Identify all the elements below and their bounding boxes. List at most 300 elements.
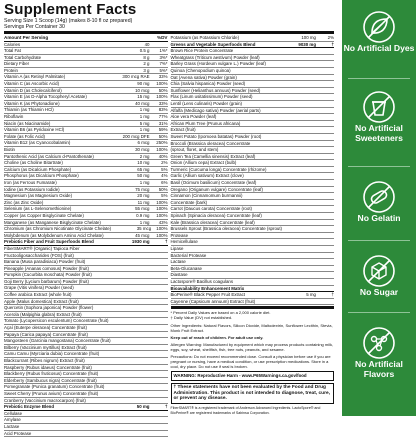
ingredient-dv: 100% <box>156 232 168 238</box>
ingredient-row <box>171 147 335 154</box>
footnote-not-established: † Daily Value (DV) not established. <box>170 315 233 321</box>
ingredient-name: Iron (as Ferrous Fumarate) <box>4 179 57 185</box>
ingredient-row <box>4 345 168 352</box>
ingredient-name: Vitamin K (as Phytonadione) <box>4 100 60 106</box>
ingredient-dv: 1%* <box>159 48 168 54</box>
precautions: Precautions: Do not exceed recommended dose. Consult a physician before use if you are pregnant or nursing, have a medical condition, or use prescription medications. Store in a cool, dry place. Do not use if seal is broken. <box>170 354 331 370</box>
nutrient-rows <box>4 42 168 240</box>
ingredient-name: Broccoli (Brassica oleracea) Concentrate <box>170 140 251 146</box>
ingredient-name: Iodine (as Potassium Iodide) <box>4 186 60 192</box>
claim-divider <box>348 78 410 79</box>
ingredient-amount: 1 mg <box>139 127 150 133</box>
ingredient-name: Diastase <box>170 272 188 278</box>
ingredient-dv: 100% <box>156 199 168 205</box>
ingredient-name: Sunflower (Helianthus annuus) Powder (seed) <box>170 87 261 93</box>
prop65-warning: WARNING: Reproductive Harm - www.P65Warnings.ca.gov/food <box>171 371 335 380</box>
ingredient-row <box>171 108 335 115</box>
ingredient-name: Spinach (Spinacia oleracea) Concentrate (leaf) <box>170 213 262 219</box>
ingredient-amount: 10 mg <box>137 160 150 166</box>
ingredient-name: Quercetin (Sophora japonica) Powder (flower) <box>4 305 94 311</box>
potassium-amount: 100 mg <box>301 35 316 40</box>
ingredient-amount: 8 g <box>143 54 150 60</box>
ingredient-name: Acid Protease <box>4 430 32 436</box>
ingredient-name: Thiamin (as Thiamin HCl) <box>4 107 54 113</box>
header-dv: %DV <box>157 35 168 40</box>
ingredient-row <box>171 121 335 128</box>
claim-text: No Sugar <box>359 287 399 297</box>
ingredient-row <box>4 398 168 405</box>
potassium-row <box>171 35 335 42</box>
ingredient-row <box>4 424 168 431</box>
ingredient-name: Lactase <box>170 259 186 265</box>
prebiotic-blend-amount: 1930 mg <box>131 239 150 245</box>
ingredient-name: Fructooligosaccharides (FOS) (fruit) <box>4 252 74 258</box>
ingredient-name: Beta-Glucanase <box>170 265 202 271</box>
claim-no-artificial-sweeteners <box>342 90 416 143</box>
ingredient-name: Brown Rice Protein Concentrate <box>170 48 234 54</box>
ingredient-name: Coffee arabica Extract (whole fruit) <box>4 292 72 298</box>
ingredient-row <box>171 101 335 108</box>
footnote-dv: * Percent Daily Values are based on a 2,000 calorie diet. <box>170 310 271 316</box>
ingredient-row <box>171 88 335 95</box>
ingredient-dv: 250% <box>156 140 168 146</box>
enzyme-blend-amount: 50 mg <box>136 404 150 410</box>
ingredient-row <box>4 351 168 358</box>
ingredient-amount: 6 mcg <box>137 140 150 146</box>
ingredient-row <box>4 226 168 233</box>
ingredient-name: Concentrate (bark) <box>170 199 208 205</box>
ingredient-name: Extract (fruit) <box>170 127 196 133</box>
ingredient-row <box>171 193 335 200</box>
ingredient-dv: 5% <box>161 166 168 172</box>
ingredient-row <box>171 253 335 260</box>
prebiotic-blend-row <box>4 239 168 246</box>
ingredient-name: Elderberry (Sambucus nigra) Concentrate (fruit) <box>4 377 97 383</box>
ingredient-row <box>4 74 168 81</box>
ingredient-name: Calcium (as Dicalcium Phosphate) <box>4 166 72 172</box>
ingredient-name: Wheatgrass (Triticum aestivum) Powder (leaf) <box>170 54 260 60</box>
ingredient-dv: 100% <box>156 212 168 218</box>
ingredient-amount: 15 mg <box>137 94 150 100</box>
ingredient-row <box>171 259 335 266</box>
ingredient-row <box>4 107 168 114</box>
ingredient-row <box>4 378 168 385</box>
ingredient-name: Lactase <box>4 423 20 429</box>
ingredient-row <box>4 358 168 365</box>
ingredient-amount: 55 mcg <box>135 206 150 212</box>
ingredient-name: Pumpkin (Cucurbita moschata) Powder (fruit) <box>4 272 92 278</box>
potassium-name: Potassium (as Potassium Chloride) <box>170 35 240 40</box>
ingredient-row <box>4 187 168 194</box>
ingredient-name: Aloe vera Powder (leaf) <box>170 114 217 120</box>
ingredient-row <box>4 266 168 273</box>
ingredient-row <box>4 42 168 49</box>
greens-items <box>171 48 335 233</box>
ingredient-row <box>171 81 335 88</box>
supplement-facts-label <box>4 1 334 436</box>
ingredient-row <box>4 48 168 55</box>
ingredient-row <box>4 391 168 398</box>
ingredient-dv: 5% <box>161 193 168 199</box>
ingredient-row <box>171 75 335 82</box>
ingredient-row <box>4 206 168 213</box>
ingredient-amount: 5 mg <box>306 292 316 298</box>
ingredient-name: Vitamin B6 (as Pyridoxine HCl) <box>4 127 65 133</box>
ingredient-row <box>4 365 168 372</box>
ingredient-amount: 200 mcg DFE <box>122 133 150 139</box>
ingredient-row <box>171 68 335 75</box>
ingredient-row <box>171 206 335 213</box>
ingredient-name: Raspberry (Rubus idaeus) Concentrate (fruit) <box>4 364 92 370</box>
ingredient-name: Cellulase <box>4 410 23 416</box>
ingredient-row <box>4 127 168 134</box>
ingredient-amount: 50 mg <box>137 173 150 179</box>
ingredient-row <box>171 266 335 273</box>
claim-no-gelatin <box>342 180 416 224</box>
ingredient-row <box>4 121 168 128</box>
ingredient-dv <box>316 299 334 305</box>
ingredient-row <box>171 94 335 101</box>
keep-out-notice: Keep out of reach of children. For adult use only. <box>170 335 264 341</box>
claim-no-artificial-flavors <box>342 326 416 379</box>
ingredient-dv: 7%* <box>159 61 168 67</box>
ingredient-name: Riboflavin <box>4 114 24 120</box>
ingredient-row <box>4 312 168 319</box>
ingredient-amount: 40 <box>144 41 150 47</box>
ingredient-name: Onion (Allium cepa) Extract (bulb) <box>170 160 237 166</box>
divider-thick-right <box>171 306 335 309</box>
ingredient-amount: 0.5 g <box>139 48 150 54</box>
ingredient-dv: † <box>331 292 334 298</box>
ingredient-name: Flax (Linum usitatissimum) Powder (seed) <box>170 94 253 100</box>
ingredient-row <box>4 94 168 101</box>
ingredient-dv: 3%* <box>159 54 168 60</box>
label-title: Supplement Facts <box>4 1 137 18</box>
ingredient-name: Biotin <box>4 147 15 152</box>
ingredient-name: Selenium (as L-Selenomethionine) <box>4 206 72 212</box>
ingredient-name: Kale (Brassica oleracea) Concentrate (leaf) <box>170 219 255 225</box>
ingredient-name: Mangosteen (Garcinia mangostana) Concentrate (fruit) <box>4 338 111 344</box>
ingredient-row <box>4 431 168 437</box>
ingredient-name: Oregano (Origanum vulgare) Concentrate (leaf) <box>170 186 263 192</box>
ingredient-name: Molybdenum (as Molybdenum Amino Acid Chelate) <box>4 232 104 238</box>
ingredient-dv: 33% <box>158 74 168 80</box>
ingredient-amount: 75 mcg <box>135 186 150 192</box>
ingredient-dv: 100% <box>156 206 168 212</box>
ingredient-name: Garlic (Allium sativum) Extract (clove) <box>170 173 244 179</box>
ingredient-amount: 2 g <box>143 61 150 67</box>
ingredient-name: Folate (as Folic Acid) <box>4 133 45 139</box>
ingredient-row <box>171 272 335 279</box>
ingredient-dv: 40% <box>158 153 168 159</box>
ingredient-name: FiberSMART® (Organic) Tapioca Fiber <box>4 245 80 251</box>
greens-blend-name: Greens and Vegetable Superfoods Blend <box>170 41 256 47</box>
ingredient-row <box>4 332 168 339</box>
greens-blend-dv: † <box>331 41 334 47</box>
ingredient-name: Brussels Sprout (Brassica oleracea) Concentrate (sprout) <box>170 226 283 232</box>
serving-size: Serving Size 1 Scoop (14g) (makes 8-10 fl oz prepared) <box>4 18 133 24</box>
capsule-icon <box>362 180 396 214</box>
header-amount: Amount Per Serving <box>4 35 49 40</box>
claim-text: No Artificial Sweeteners <box>355 123 403 143</box>
ingredient-row <box>171 299 335 306</box>
ingredient-dv: 77% <box>158 114 168 120</box>
ingredient-dv: 83% <box>158 107 168 113</box>
ingredient-row <box>171 220 335 227</box>
ingredient-row <box>4 154 168 161</box>
ingredient-row <box>4 325 168 332</box>
ingredient-name: Cayenne (Capsicum annuum) Extract (fruit) <box>170 298 256 304</box>
ingredient-dv: 6% <box>161 179 168 185</box>
ingredient-row <box>171 48 335 55</box>
ingredient-name: Tomato (Lycopersicon esculentum) Concentrate (fruit) <box>4 318 109 324</box>
ingredient-name: Protease <box>170 232 189 238</box>
ingredient-row <box>4 55 168 62</box>
ingredient-dv: 100% <box>156 81 168 87</box>
ingredient-row <box>4 279 168 286</box>
claim-no-artificial-dyes <box>342 10 416 54</box>
ingredient-amount: 20 mg <box>137 193 150 199</box>
ingredient-name: Chromium (as Chromium Nicotinate Glycinate Chelate) <box>4 226 112 232</box>
ingredient-name: Chia (Salvia hispanica) Powder (seed) <box>170 81 246 87</box>
ingredient-row <box>171 213 335 220</box>
ingredient-row <box>4 213 168 220</box>
claim-text: No Gelatin <box>357 213 401 223</box>
ingredient-amount: 3 g <box>143 67 150 73</box>
ingredient-name: Carrot (Daucus carota) Concentrate (root) <box>170 206 253 212</box>
ingredient-name: Sweet Potato (Ipomoea batatas) Powder (root) <box>170 133 262 139</box>
ingredient-row <box>4 384 168 391</box>
ingredient-dv: 50% <box>158 133 168 139</box>
ingredient-row <box>171 114 335 121</box>
left-column <box>4 35 168 437</box>
claim-divider <box>348 312 410 313</box>
ingredient-row <box>171 134 335 141</box>
ingredient-row <box>4 101 168 108</box>
ingredient-amount: 5 mg <box>139 120 150 126</box>
ingredient-name: Banana (Musa paradisiaca) Powder (fruit) <box>4 259 86 265</box>
ingredient-name: Basil (Ocimum basilicum) Concentrate (leaf) <box>170 180 257 186</box>
ingredient-row <box>4 285 168 292</box>
ingredient-name: Cranberry (Vaccinium macrocarpon) (fruit) <box>4 397 86 403</box>
potassium-dv: 2% <box>327 35 334 40</box>
cube-icon <box>362 254 396 288</box>
cup-icon <box>362 90 396 124</box>
claim-no-sugar <box>342 254 416 298</box>
ingredient-row <box>4 88 168 95</box>
ingredient-name: Bilberry (Vaccinium myrtillus) Extract (fruit) <box>4 344 87 350</box>
ingredient-name: Vitamin D (as Cholecalciferol) <box>4 87 62 93</box>
ingredient-dv: 33% <box>158 100 168 106</box>
right-column <box>171 35 335 437</box>
ingredient-amount: 1 mg <box>139 114 150 120</box>
ingredient-name: Papaya (Carica papaya) Concentrate (fruit) <box>4 331 88 337</box>
ingredient-name: Goji Berry (Lycium barbarum) Powder (fruit) <box>4 278 89 284</box>
ingredient-row <box>4 246 168 253</box>
ingredient-amount: 35 mcg <box>136 226 152 232</box>
probiotic-name: Lactospore® Bacillus coagulans <box>170 278 234 284</box>
ingredient-row <box>4 193 168 200</box>
ingredient-name: Alfalfa (Medicago sativa) Powder (aerial parts) <box>170 107 261 113</box>
ingredient-name: Amylase <box>4 417 21 423</box>
ingredient-row <box>171 141 335 148</box>
ingredient-row <box>4 305 168 312</box>
ingredient-row <box>4 417 168 424</box>
enzyme-blend-dv: † <box>165 404 168 410</box>
prebiotic-items <box>4 246 168 404</box>
greens-blend-amount: 9030 mg <box>298 41 316 47</box>
ingredient-row <box>171 246 335 253</box>
ingredient-dv <box>150 42 168 48</box>
ingredient-name: Protein <box>4 67 18 73</box>
ingredient-name: Barley Grass (Hordeum vulgare L.) Powder (leaf) <box>170 61 266 67</box>
prebiotic-blend-name: Prebiotic Fiber and Fruit Superfoods Blend <box>4 239 94 245</box>
ingredient-name: Green Tea (Camellia sinensis) Extract (leaf) <box>170 153 256 159</box>
ingredient-amount: 300 mcg RAE <box>122 74 150 80</box>
ingredient-row <box>4 338 168 345</box>
ingredient-amount: 10 mcg <box>135 87 150 93</box>
enzyme-blend-name: Prebiotic Enzyme Blend <box>4 404 55 410</box>
claim-divider <box>348 166 410 167</box>
ingredient-row <box>171 127 335 134</box>
greens-blend-row <box>171 42 335 49</box>
allergen-warning: Allergen Warning: Manufactured by equipment which may process products containing milk, eggs, soy, wheat, shellfish, fish, tree nuts, peanuts, and sesame. <box>170 342 334 353</box>
enzyme-blend-row <box>4 404 168 411</box>
claim-text: No Artificial Flavors <box>355 359 403 379</box>
ingredient-row <box>4 114 168 121</box>
ingredient-name: Hemicellulase <box>170 239 198 245</box>
ingredient-row <box>171 180 335 187</box>
ingredient-row <box>4 253 168 260</box>
ingredient-amount <box>272 299 316 305</box>
ingredient-row <box>171 167 335 174</box>
ingredient-name: Copper (as Copper Bisglycinate Chelate) <box>4 212 84 218</box>
ingredient-name: Magnesium (as Magnesium Oxide) <box>4 193 73 199</box>
ingredient-amount: 40 mcg <box>135 100 150 106</box>
ingredient-name: Phosphorus (as Dicalcium Phosphate) <box>4 173 79 179</box>
ingredient-dv: 50% <box>158 186 168 192</box>
ingredient-dv: 100% <box>156 147 168 152</box>
leaf-icon <box>362 10 396 44</box>
ingredient-row <box>4 81 168 88</box>
ingredient-name: Açaí (Euterpe oleracea) Concentrate (fruit) <box>4 325 87 331</box>
claims-panel <box>342 0 416 416</box>
ingredient-row <box>171 226 335 233</box>
ingredient-row <box>171 292 335 299</box>
ingredient-name: Turmeric (Curcuma longa) Concentrate (rhizome) <box>170 166 267 172</box>
ingredient-row <box>4 233 168 240</box>
mid-enzyme-items <box>171 233 335 279</box>
ingredient-row <box>171 173 335 180</box>
ingredient-name: Grape (Vitis vinifera) Powder (seed) <box>4 285 74 291</box>
divider-thick <box>4 31 334 34</box>
ingredient-row <box>4 200 168 207</box>
ingredient-row <box>4 173 168 180</box>
ingredient-name: Sweet Cherry (Prunus avium) Concentrate (fruit) <box>4 390 99 396</box>
ingredient-dv: 4% <box>161 173 168 179</box>
ingredient-amount: 1 mg <box>139 179 150 185</box>
ingredient-name: Pineapple (Ananas comosus) Powder (fruit) <box>4 265 89 271</box>
ingredient-name: Blackberry (Rubus fruticosus) Concentrate (fruit) <box>4 371 99 377</box>
ingredient-name: Total Carbohydrate <box>4 54 42 60</box>
ingredient-row <box>4 318 168 325</box>
ingredient-row <box>171 154 335 161</box>
ingredient-row <box>4 411 168 418</box>
ingredient-row <box>171 233 335 240</box>
ingredient-amount: 2 mg <box>139 153 150 159</box>
ingredient-name: (sprout, floret, and stem) <box>170 147 219 153</box>
bio-items <box>171 292 335 305</box>
ingredient-row <box>171 239 335 246</box>
ingredient-name: Calories <box>4 41 21 47</box>
fda-disclaimer: † These statements have not been evaluated by the Food and Drug Administration. This product is not intended to diagnose, treat, cure, or prevent any disease. <box>171 383 335 404</box>
ingredient-row <box>4 259 168 266</box>
ingredient-row <box>4 167 168 174</box>
ingredient-dv: 5%* <box>159 67 168 73</box>
ingredient-name: Acerola (Malpighia glabra) Extract (fruit) <box>4 311 82 317</box>
servings-per-container: Servings Per Container 30 <box>4 24 65 30</box>
ingredient-name: Vitamin B12 (as Cyanocobalamin) <box>4 140 71 146</box>
claim-text: No Artificial Dyes <box>343 43 415 53</box>
ingredient-amount: 65 mg <box>137 166 150 172</box>
ingredient-dv: 100% <box>156 226 168 232</box>
ingredient-row <box>4 147 168 154</box>
claim-divider <box>348 240 410 241</box>
ingredient-name: Lipase <box>170 246 184 251</box>
ingredient-dv: 43% <box>158 219 168 225</box>
ingredient-name: Apple (Malus domestica) Extract (fruit) <box>4 298 79 304</box>
probiotic-row <box>171 279 335 286</box>
ingredient-row <box>171 187 335 194</box>
ingredient-row <box>4 134 168 141</box>
ingredient-name: Total Fat <box>4 48 21 54</box>
ingredient-row <box>4 140 168 147</box>
trademark-notice: FiberSMART® is a registered trademark of Anderson Advanced Ingredients. LactoSpore® and BioPerine® are registered trademarks of Sabinsa Corporation. <box>170 406 321 415</box>
ingredient-name: Manganese (as Manganese Bisglycinate Chelate) <box>4 219 101 225</box>
ingredient-row <box>4 272 168 279</box>
ingredient-name: Vitamin A (as Retinyl Palmitate) <box>4 74 66 80</box>
ingredient-amount: 11 mg <box>137 199 150 205</box>
ingredient-name: Quinoa (Chenopodium quinoa) <box>170 67 231 73</box>
ingredient-row <box>171 200 335 207</box>
ingredient-name: Vitamin C (as Ascorbic Acid) <box>4 81 60 87</box>
ingredient-row <box>4 220 168 227</box>
ingredient-name: Pomegranate (Punica granatum) Concentrate (fruit) <box>4 384 105 390</box>
bio-matrix-row <box>171 286 335 293</box>
enzyme-items <box>4 411 168 437</box>
ingredient-dv: 50% <box>158 87 168 93</box>
ingredient-name: Dietary Fiber <box>4 61 30 67</box>
ingredient-name: Camu Camu (Myrciaria dubia) Concentrate (fruit) <box>4 351 100 357</box>
ingredient-dv: 2% <box>161 160 168 166</box>
ingredient-dv: 100% <box>156 94 168 100</box>
ingredient-row <box>171 160 335 167</box>
ingredient-row <box>4 292 168 299</box>
ingredient-amount: 0.9 mg <box>136 212 150 218</box>
ingredient-name: Oat (Avena sativa) Powder (grain) <box>170 74 237 80</box>
ingredient-name: BioPerine® Black Pepper Fruit Extract <box>170 292 245 298</box>
ingredient-name: Zinc (as Zinc Oxide) <box>4 199 44 205</box>
ingredient-amount: 1 mg <box>139 219 150 225</box>
ingredient-amount: 1 mg <box>139 107 150 113</box>
ingredient-dv: 59% <box>158 127 168 133</box>
facts-columns <box>4 35 334 437</box>
prebiotic-blend-dv: † <box>165 239 168 245</box>
ingredient-amount: 45 mcg <box>135 232 150 238</box>
ingredient-row <box>4 180 168 187</box>
ingredient-name: African Plum Tree (Prunus africana) <box>170 120 241 126</box>
molecule-icon <box>362 326 396 360</box>
